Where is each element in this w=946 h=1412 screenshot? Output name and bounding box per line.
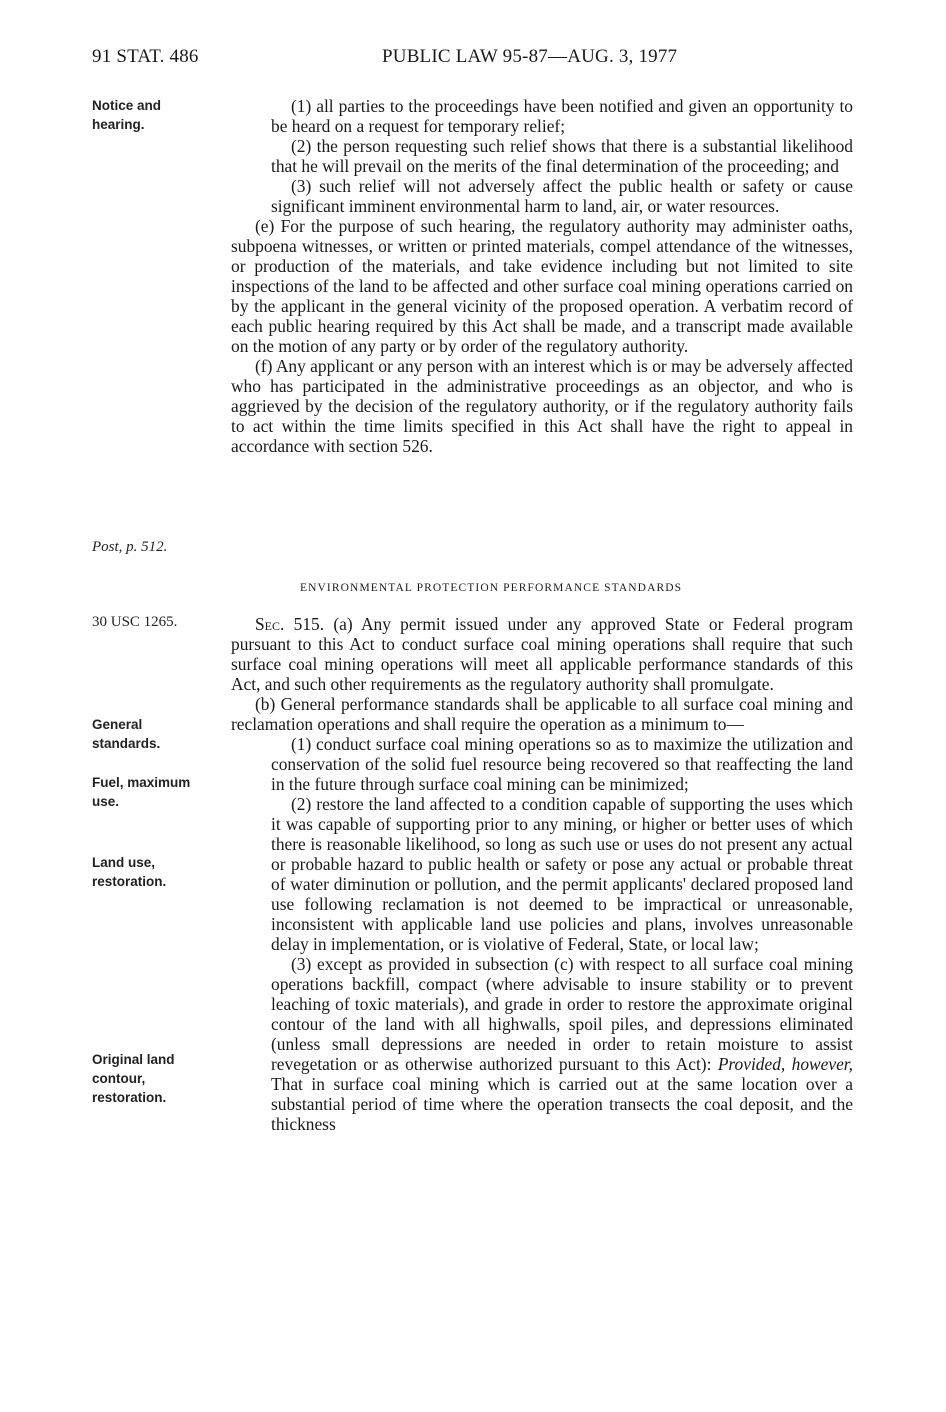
section-heading: ENVIRONMENTAL PROTECTION PERFORMANCE STANDARDS (300, 582, 683, 594)
margin-note-notice: Notice and hearing. (92, 98, 162, 132)
stat-page-number: 91 STAT. 486 (92, 46, 199, 67)
body-block-bottom (231, 614, 853, 1134)
page-header (92, 46, 852, 76)
margin-note-landuse: Land use, restoration. (92, 855, 167, 889)
margin-note-post (92, 538, 212, 557)
paragraph-f: (f) Any applicant or any person with an interest which is or may be adversely affected who has participated in the administrative proceedings as an objector, and who is aggrieved by the decision of the regulatory authority, or if the regulatory authority fails to act within the time limits specified in this Act shall have the right to appeal in accordance with section 526. (231, 356, 853, 456)
sec-a-text: (a) Any permit issued under any approved State or Federal program pursuant to this Act to conduct surface coal mining operations shall require that such surface coal mining operations will meet all applicable performance standards of this Act, and such other requirements as the regulatory authority shall promulgate. (231, 614, 853, 694)
margin-note-usc: 30 USC 1265. (92, 614, 178, 630)
paragraph-b1: (1) conduct surface coal mining operations so as to maximize the utilization and conservation of the solid fuel resource being recovered so that reaffecting the land in the future through surface coal mining can be minimized; (271, 734, 853, 794)
paragraph-p1: (1) all parties to the proceedings have been notified and given an opportunity to be heard on a request for temporary relief; (271, 96, 853, 136)
body-block-top (231, 96, 853, 456)
margin-note-general: General standards. (92, 717, 161, 751)
paragraph-e: (e) For the purpose of such hearing, the regulatory authority may administer oaths, subpoena witnesses, or written or printed materials, compel attendance of the witnesses, or production of the materials, and take evidence including but not limited to site inspections of the land to be affected and other surface coal mining operations carried on by the applicant in the general vicinity of the proposed operation. A verbatim record of each public hearing required by this Act shall be made, and a transcript made available on the motion of any party or by order of the regulatory authority. (231, 216, 853, 356)
paragraph-p2: (2) the person requesting such relief shows that there is a substantial likelihood that he will prevail on the merits of the final determination of the proceeding; and (271, 136, 853, 176)
margin-note-post-text: Post, p. 512. (92, 539, 168, 555)
paragraph-b2: (2) restore the land affected to a condition capable of supporting the uses which it was capable of supporting prior to any mining, or higher or better uses of which there is reasonable likelihood, so long as such use or uses do not present any actual or probable hazard to public health or safety or pose any actual or probable threat of water diminution or pollution, and the permit applicants' declared proposed land use following reclamation is not deemed to be impractical or unreasonable, inconsistent with applicable land use policies and plans, involves unreasonable delay in implementation, or is violative of Federal, State, or local law; (271, 794, 853, 954)
margin-note-fuel: Fuel, maximum use. (92, 775, 191, 809)
margin-note-contour: Original land contour, restoration. (92, 1052, 175, 1105)
section-label: Sec. 515. (255, 614, 325, 634)
paragraph-p3: (3) such relief will not adversely affect the public health or safety or cause significant imminent environmental harm to land, air, or water resources. (271, 176, 853, 216)
paragraph-sec-a (231, 614, 853, 694)
b3-proviso: Provided, however, (717, 1054, 853, 1074)
b3-text-post: That in surface coal mining which is carried out at the same location over a substantial period of time where the operation transects the coal deposit, and the thickness (271, 1074, 853, 1134)
paragraph-b3 (231, 954, 853, 1134)
b3-text-pre: (3) except as provided in subsection (c) with respect to all surface coal mining operations backfill, compact (where advisable to insure stability or to prevent leaching of toxic materials), and grade in order to restore the approximate original contour of the land with all highwalls, spoil piles, and depressions eliminated (unless small depressions are needed in order to retain moisture to assist revegetation or as otherwise authorized pursuant to this Act): (271, 954, 853, 1074)
running-head: PUBLIC LAW 95-87—AUG. 3, 1977 (382, 46, 678, 67)
paragraph-b: (b) General performance standards shall be applicable to all surface coal mining and reclamation operations and shall require the operation as a minimum to— (231, 694, 853, 734)
